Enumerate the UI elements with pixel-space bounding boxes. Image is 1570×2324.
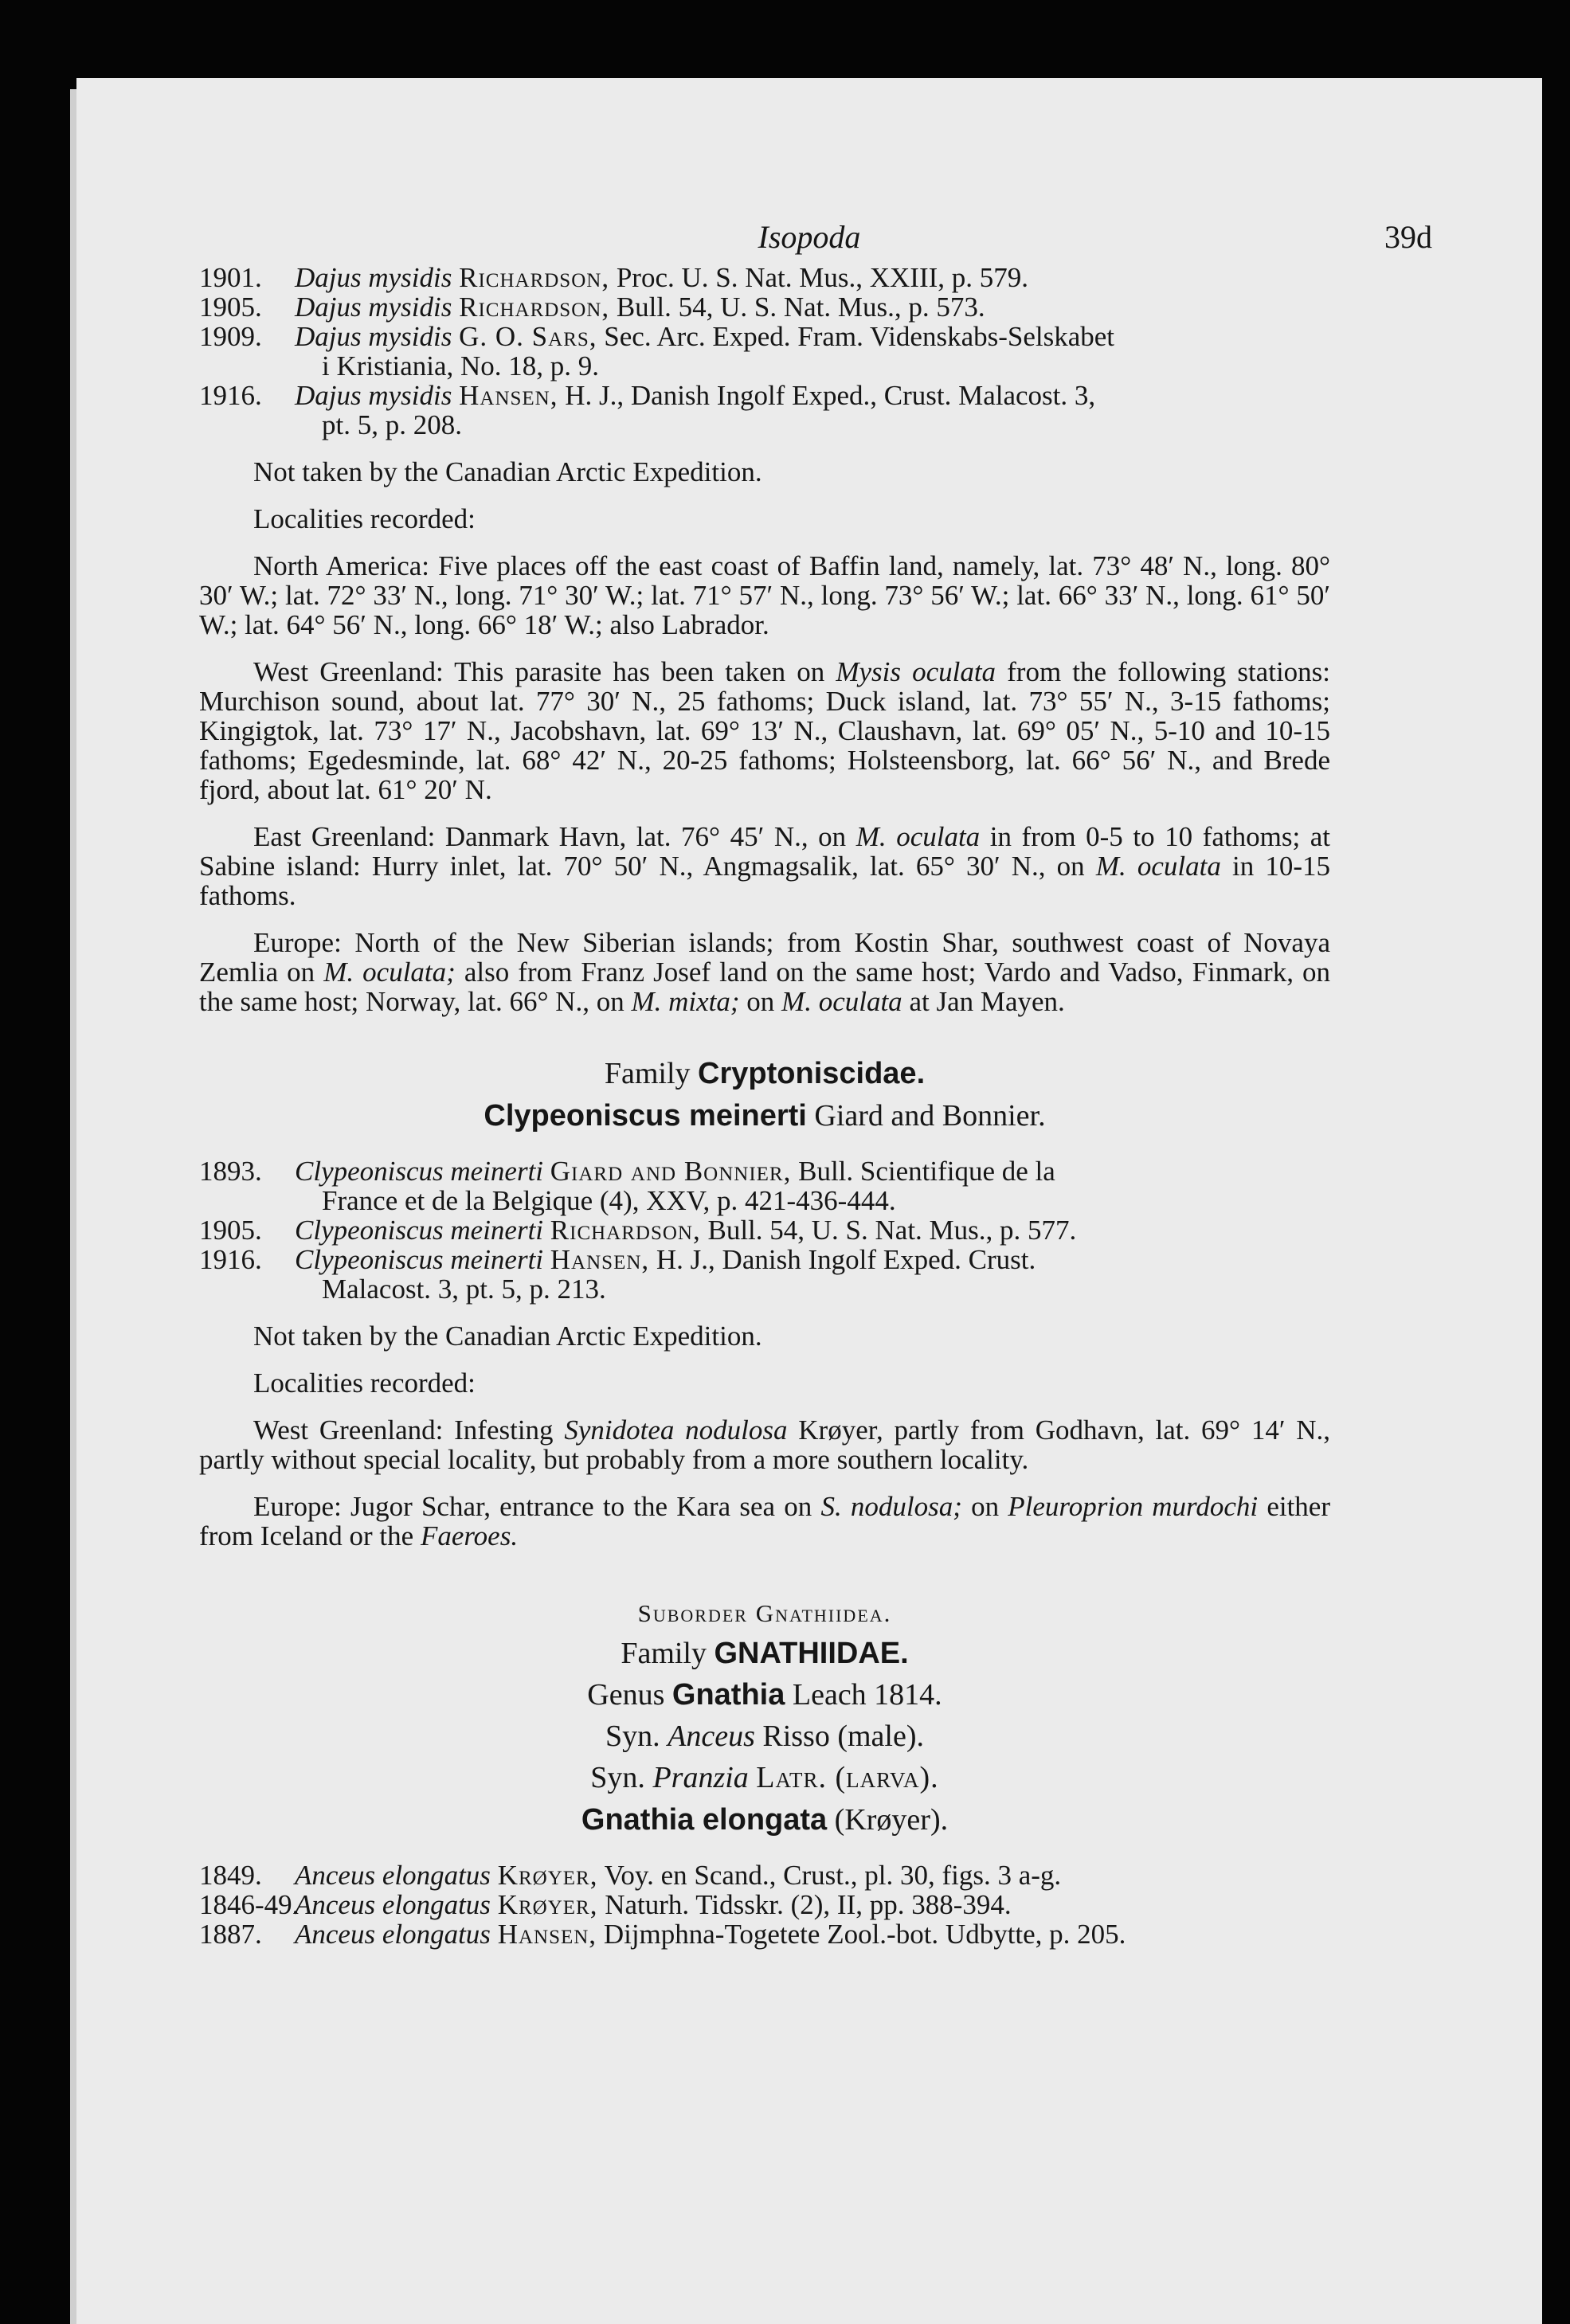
- reference-year: 1905.: [199, 1215, 262, 1246]
- suborder-heading: Suborder Gnathiidea.: [637, 1599, 892, 1627]
- dajus-reference-list: [199, 263, 1330, 440]
- locality-europe: Europe: Jugor Schar, entrance to the Kara sea on S. nodulosa; on Pleuroprion murdochi either from Iceland or the Faeroes.: [199, 1491, 1331, 1551]
- header-title: Isopoda: [758, 219, 861, 255]
- reference-taxon: Anceus elongatus: [295, 1889, 491, 1920]
- reference-year: 1849.: [199, 1860, 262, 1891]
- reference-taxon: Dajus mysidis: [295, 380, 452, 411]
- reference-citation: Voy. en Scand., Crust., pl. 30, figs. 3 a-g.: [604, 1860, 1062, 1891]
- reference-entry: [199, 381, 1330, 440]
- reference-continuation: pt. 5, p. 208.: [322, 409, 462, 440]
- reference-author: Krøyer,: [497, 1860, 598, 1891]
- reference-entry: [199, 263, 1330, 292]
- reference-year: 1916.: [199, 380, 262, 411]
- reference-taxon: Clypeoniscus meinerti: [295, 1215, 544, 1246]
- reference-taxon: Clypeoniscus meinerti: [295, 1156, 544, 1187]
- reference-continuation: Malacost. 3, pt. 5, p. 213.: [322, 1274, 606, 1305]
- reference-author: Hansen,: [550, 1244, 650, 1275]
- clypeoniscus-reference-list: [199, 1156, 1330, 1304]
- reference-author: G. O. Sars,: [459, 321, 597, 352]
- reference-citation: Dijmphna-Togetete Zool.-bot. Udbytte, p. 205.: [603, 1919, 1126, 1950]
- not-taken-note: Not taken by the Canadian Arctic Expedition.: [253, 1320, 762, 1352]
- reference-author: Richardson,: [459, 262, 610, 293]
- reference-author: Giard and Bonnier,: [550, 1156, 792, 1187]
- reference-entry: [199, 292, 1330, 322]
- family-heading: Family GNATHIIDAE.: [621, 1637, 909, 1670]
- reference-author: Hansen,: [497, 1919, 597, 1950]
- page-body: [199, 263, 1330, 1949]
- localities-heading: Localities recorded:: [253, 503, 476, 534]
- reference-taxon: Anceus elongatus: [295, 1919, 491, 1950]
- reference-citation: H. J., Danish Ingolf Exped., Crust. Malacost. 3,: [565, 380, 1096, 411]
- reference-continuation: France et de la Belgique (4), XXV, p. 421-436-444.: [322, 1185, 896, 1216]
- reference-citation: Sec. Arc. Exped. Fram. Videnskabs-Selskabet: [604, 321, 1115, 352]
- reference-year: 1887.: [199, 1919, 262, 1950]
- reference-year: 1846-49.: [199, 1889, 300, 1920]
- reference-citation: Bull. Scientifique de la: [798, 1156, 1055, 1187]
- reference-year: 1905.: [199, 291, 262, 323]
- reference-citation: Proc. U. S. Nat. Mus., XXIII, p. 579.: [616, 262, 1029, 293]
- reference-year: 1909.: [199, 321, 262, 352]
- reference-citation: Naturh. Tidsskr. (2), II, pp. 388-394.: [605, 1889, 1012, 1920]
- running-header: [76, 212, 1542, 260]
- locality-europe: Europe: North of the New Siberian islands; from Kostin Shar, southwest coast of Novaya Zemlia on M. oculata; also from Franz Josef land on the same host; Vardo and Vadso, Finmark, on the same host; Norway, lat. 66° N., on M. mixta; on M. oculata at Jan Mayen.: [199, 927, 1330, 1017]
- document-page: [76, 78, 1542, 2324]
- reference-taxon: Anceus elongatus: [295, 1860, 491, 1891]
- locality-west-greenland: West Greenland: Infesting Synidotea nodulosa Krøyer, partly from Godhavn, lat. 69° 14′ N., partly without special locality, but probably from a more southern locality.: [199, 1414, 1331, 1475]
- localities-heading: Localities recorded:: [253, 1367, 476, 1399]
- reference-citation: Bull. 54, U. S. Nat. Mus., p. 573.: [616, 291, 985, 323]
- reference-citation: H. J., Danish Ingolf Exped. Crust.: [656, 1244, 1036, 1275]
- genus-heading: Genus Gnathia Leach 1814.: [587, 1678, 942, 1712]
- page-number: 39d: [1384, 219, 1432, 255]
- reference-author: Hansen,: [459, 380, 558, 411]
- reference-entry: [199, 1156, 1330, 1215]
- locality-north-america: North America: Five places off the east coast of Baffin land, namely, lat. 73° 48′ N., long. 80° 30′ W.; lat. 72° 33′ N., long. 71° 30′ W.; lat. 71° 57′ N., long. 73° 56′ W.; lat. 66° 33′ N., long. 61° 50′ W.; lat. 64° 56′ N., long. 66° 18′ W.; also Labrador.: [199, 550, 1330, 640]
- reference-author: Krøyer,: [497, 1889, 598, 1920]
- species-heading: Clypeoniscus meinerti Giard and Bonnier.: [484, 1099, 1046, 1133]
- synonym-line: Syn. Pranzia Latr. (larva).: [590, 1761, 939, 1794]
- reference-entry: [199, 1919, 1330, 1949]
- reference-entry: [199, 1860, 1330, 1890]
- reference-year: 1893.: [199, 1156, 262, 1187]
- locality-east-greenland: East Greenland: Danmark Havn, lat. 76° 45′ N., on M. oculata in from 0-5 to 10 fathoms; at Sabine island: Hurry inlet, lat. 70° 50′ N., Angmagsalik, lat. 65° 30′ N., on M. oculata in 10-15 fathoms.: [199, 821, 1330, 911]
- reference-entry: [199, 1245, 1330, 1304]
- reference-taxon: Clypeoniscus meinerti: [295, 1244, 544, 1275]
- reference-author: Richardson,: [550, 1215, 701, 1246]
- family-heading: Family Cryptoniscidae.: [604, 1057, 926, 1090]
- reference-taxon: Dajus mysidis: [295, 321, 452, 352]
- reference-year: 1916.: [199, 1244, 262, 1275]
- species-heading: Gnathia elongata (Krøyer).: [581, 1803, 949, 1837]
- reference-entry: [199, 322, 1330, 381]
- reference-taxon: Dajus mysidis: [295, 291, 452, 323]
- reference-entry: [199, 1215, 1330, 1245]
- locality-west-greenland: West Greenland: This parasite has been taken on Mysis oculata from the following stations: Murchison sound, about lat. 77° 30′ N., 25 fathoms; Duck island, lat. 73° 55′ N., 3-15 fathoms; Kingigtok, lat. 73° 17′ N., Jacobshavn, lat. 69° 13′ N., Claushavn, lat. 69° 05′ N., 5-10 and 10-15 fathoms; Egedesminde, lat. 68° 42′ N., 20-25 fathoms; Holsteensborg, lat. 66° 56′ N., and Brede fjord, about lat. 61° 20′ N.: [199, 656, 1331, 805]
- reference-entry: [199, 1890, 1330, 1919]
- gnathia-reference-list: [199, 1860, 1330, 1949]
- reference-continuation: i Kristiania, No. 18, p. 9.: [322, 350, 600, 381]
- reference-citation: Bull. 54, U. S. Nat. Mus., p. 577.: [707, 1215, 1077, 1246]
- not-taken-note: Not taken by the Canadian Arctic Expedition.: [253, 456, 762, 487]
- reference-author: Richardson,: [459, 291, 610, 323]
- scan-edge: [70, 89, 76, 2324]
- synonym-line: Syn. Anceus Risso (male).: [605, 1720, 924, 1753]
- reference-taxon: Dajus mysidis: [295, 262, 452, 293]
- reference-year: 1901.: [199, 262, 262, 293]
